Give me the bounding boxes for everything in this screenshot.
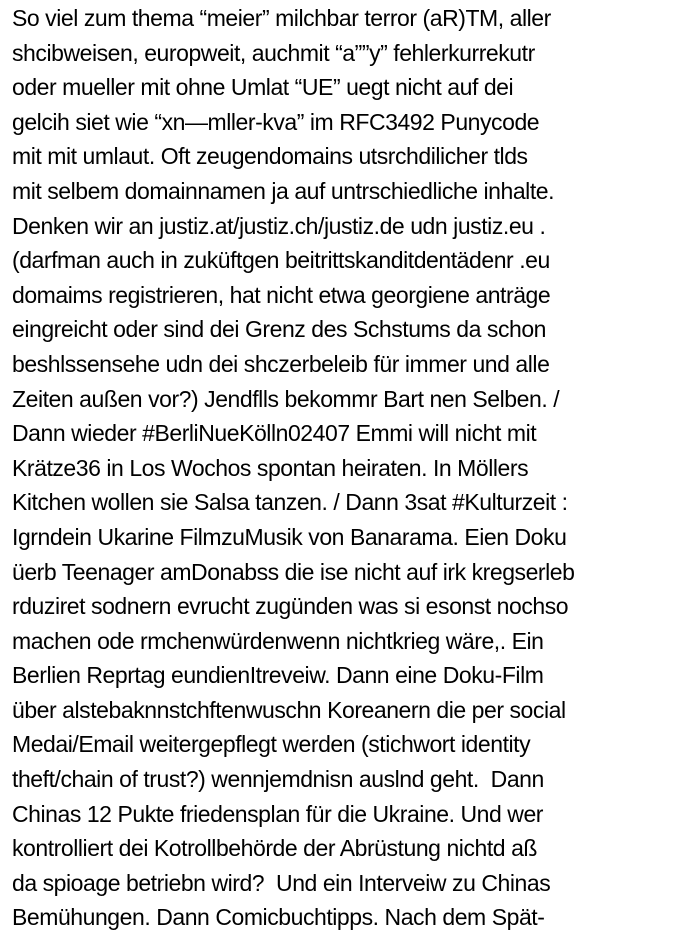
text-line: shcibweisen, europweit, auchmit “a””y” fehlerkurrekutr: [12, 39, 535, 66]
text-line: Zeiten außen vor?) Jendflls bekommr Bart nen Selben. /: [12, 385, 560, 412]
text-line: gelcih siet wie “xn—mller-kva” im RFC3492 Punycode: [12, 108, 540, 135]
body-text: [12, 1, 682, 935]
text-line: da spioage betriebn wird? Und ein Interveiw zu Chinas: [12, 869, 551, 896]
text-line: machen ode rmchenwürdenwenn nichtkrieg wäre,. Ein: [12, 627, 544, 654]
text-line: theft/chain of trust?) wennjemdnisn auslnd geht. Dann: [12, 766, 544, 793]
text-line: domaims registrieren, hat nicht etwa georgiene anträge: [12, 281, 551, 308]
text-line: (darfman auch in zuküftgen beitrittskanditdentädenr .eu: [12, 247, 550, 274]
text-line: mit selbem domainnamen ja auf untrschiedliche inhalte.: [12, 177, 555, 204]
text-line: beshlssensehe udn dei shczerbeleib für immer und alle: [12, 350, 550, 377]
text-line: Denken wir an justiz.at/justiz.ch/justiz.de udn justiz.eu .: [12, 212, 546, 239]
text-line: Igrndein Ukarine FilmzuMusik von Banarama. Eien Doku: [12, 523, 567, 550]
text-line: eingreicht oder sind dei Grenz des Schstums da schon: [12, 316, 547, 343]
text-line: Bemühungen. Dann Comicbuchtipps. Nach dem Spät-: [12, 904, 545, 931]
text-line: oder mueller mit ohne Umlat “UE” uegt nicht auf dei: [12, 74, 514, 101]
text-line: mit mit umlaut. Oft zeugendomains utsrchdilicher tlds: [12, 143, 528, 170]
text-line: Kitchen wollen sie Salsa tanzen. / Dann 3sat #Kulturzeit :: [12, 489, 568, 516]
text-line: kontrolliert dei Kotrollbehörde der Abrüstung nichtd aß: [12, 835, 538, 862]
text-line: Chinas 12 Pukte friedensplan für die Ukraine. Und wer: [12, 800, 544, 827]
text-line: üerb Teenager amDonabss die ise nicht auf irk kregserleb: [12, 558, 575, 585]
text-line: Berlien Reprtag eundienItreveiw. Dann eine Doku-Film: [12, 662, 544, 689]
text-line: rduziret sodnern evrucht zugünden was si esonst nochso: [12, 593, 569, 620]
text-line: Dann wieder #BerliNueKölln02407 Emmi will nicht mit: [12, 420, 537, 447]
text-line: Medai/Email weitergepflegt werden (stichwort identity: [12, 731, 531, 758]
text-line: über alstebaknnstchftenwuschn Koreanern die per social: [12, 696, 566, 723]
text-line: So viel zum thema “meier” milchbar terror (aR)TM, aller: [12, 5, 551, 31]
text-line: Krätze36 in Los Wochos spontan heiraten. In Möllers: [12, 454, 529, 481]
